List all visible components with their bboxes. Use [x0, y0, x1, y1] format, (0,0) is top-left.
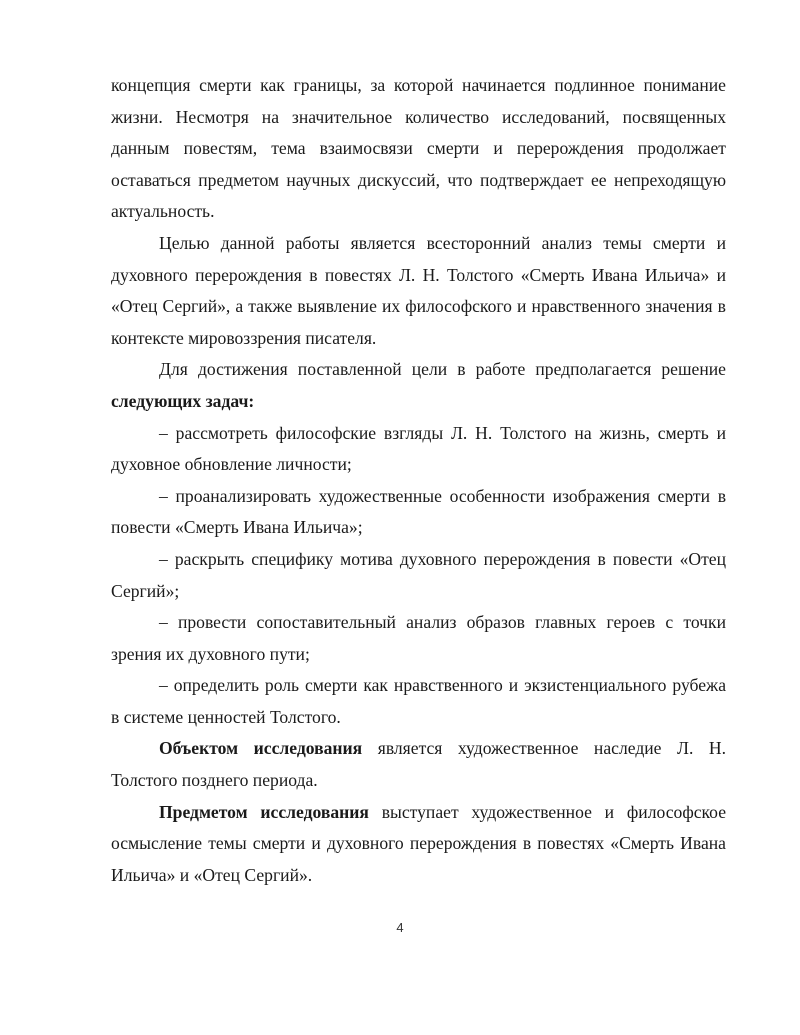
task-item: – определить роль смерти как нравственного и экзистенциального рубежа в системе ценностей Толстого.: [111, 675, 726, 727]
page-number: 4: [396, 920, 404, 935]
paragraph-goal: Целью данной работы является всесторонний анализ темы смерти и духовного перерождения в повестях Л. Н. Толстого «Смерть Ивана Ильича» и «Отец Сергий», а также выявление их философского и нравственного значения в контексте мировоззрения писателя.: [111, 232, 726, 348]
paragraph-research-object: [111, 733, 726, 796]
task-item: – рассмотреть философские взгляды Л. Н. Толстого на жизнь, смерть и духовное обновление личности;: [111, 422, 726, 475]
tasks-heading: следующих задач:: [111, 390, 255, 411]
paragraph-tasks-intro: [111, 354, 726, 417]
task-item: – раскрыть специфику мотива духовного перерождения в повести «Отец Сергий»;: [111, 548, 726, 601]
research-object-text: является художественное наследие Л. Н. Толстого позднего периода.: [111, 738, 726, 791]
task-item: – проанализировать художественные особенности изображения смерти в повести «Смерть Ивана Ильича»;: [111, 485, 726, 538]
body-text: [111, 70, 726, 891]
paragraph-intro-continuation: концепция смерти как границы, за которой начинается подлинное понимание жизни. Несмотря на значительное количество исследований, посвященных данным повестям, тема взаимосвязи смерти и перерождения продолжает оставаться предметом научных дискуссий, что подтверждает ее непреходящую актуальность.: [111, 75, 726, 222]
task-item: – провести сопоставительный анализ образов главных героев с точки зрения их духовного пути;: [111, 612, 726, 664]
research-object-label: Объектом исследования: [159, 738, 363, 759]
tasks-intro-text: Для достижения поставленной цели в работе предполагается решение: [159, 359, 726, 380]
research-subject-text: выступает художественное и философское осмысление темы смерти и духовного перерождения в повестях «Смерть Ивана Ильича» и «Отец Сергий».: [111, 801, 726, 885]
research-subject-label: Предметом исследования: [159, 801, 369, 822]
paragraph-research-subject: [111, 797, 726, 892]
